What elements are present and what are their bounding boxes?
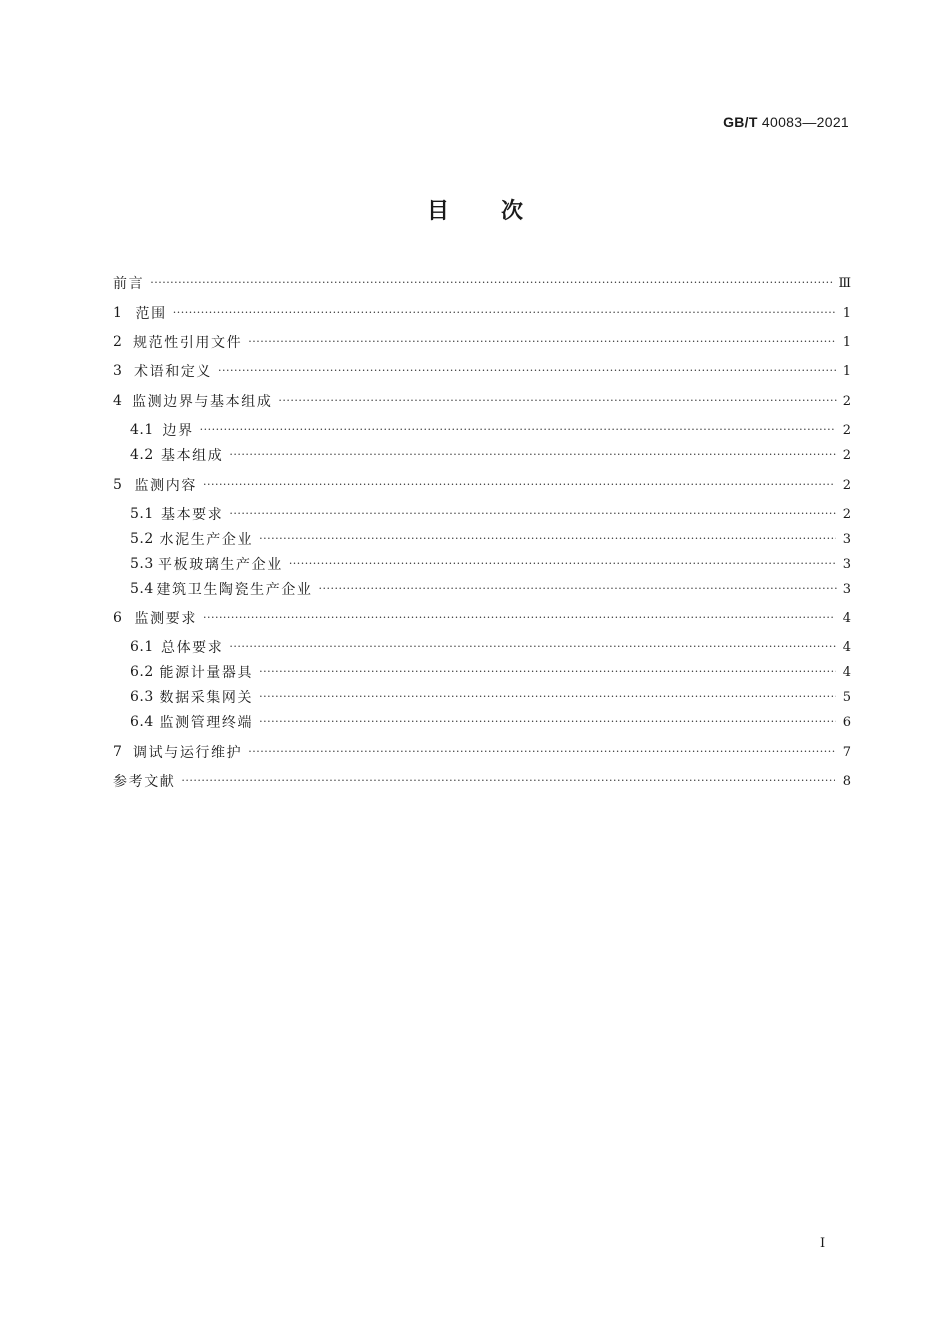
dot-leader: [229, 503, 835, 525]
toc-entry-1[interactable]: [113, 302, 851, 324]
toc-entry-page: 2: [842, 422, 851, 438]
toc-entry-label: 监测内容: [134, 478, 197, 494]
toc-entry-label: 术语和定义: [134, 364, 213, 380]
toc-entry-6-3[interactable]: [113, 686, 851, 708]
toc-entry-page: 3: [842, 581, 851, 597]
toc-entry-number: 5.4: [130, 581, 154, 597]
toc-entry-number: 6: [113, 610, 123, 626]
dot-leader: [229, 444, 835, 466]
toc-entry-label: 调试与运行维护: [133, 745, 243, 761]
dot-leader: [203, 607, 835, 629]
dot-leader: [203, 474, 835, 496]
toc-entry-label: 平板玻璃生产企业: [158, 557, 283, 573]
toc-entry-number: 4.2: [130, 447, 154, 463]
toc-entry-label: 范围: [135, 306, 167, 322]
toc-entry-page: 3: [842, 556, 851, 572]
toc-entry-page: 2: [842, 393, 851, 409]
toc-entry-page: 1: [842, 334, 851, 350]
toc-entry-label: 前言: [113, 276, 145, 292]
toc-entry-label: 监测要求: [134, 611, 197, 627]
dot-leader: [259, 661, 836, 683]
toc-entry-5[interactable]: [113, 474, 851, 496]
toc-entry-label: 建筑卫生陶瓷生产企业: [156, 582, 313, 598]
toc-entry-6-1[interactable]: [113, 636, 851, 658]
toc-entry-label: 边界: [162, 423, 194, 439]
standard-number: 40083—2021: [761, 114, 849, 130]
toc-entry-4-2[interactable]: [113, 444, 851, 466]
dot-leader: [173, 302, 835, 324]
toc-entry-label: 能源计量器具: [159, 665, 254, 681]
toc-entry-number: 6.2: [130, 664, 154, 680]
toc-entry-number: 2: [113, 334, 123, 350]
toc-entry-5-4[interactable]: [113, 578, 851, 600]
toc-entry-page: 2: [842, 506, 851, 522]
toc-entry-page: 1: [842, 363, 851, 379]
toc-entry-4[interactable]: [113, 390, 851, 412]
toc-entry-page: 2: [842, 447, 851, 463]
toc-entry-number: 1: [113, 305, 123, 321]
dot-leader: [150, 272, 834, 294]
toc-entry-page: 5: [842, 689, 852, 705]
toc-entry-number: 4: [113, 393, 123, 409]
toc-entry-label: 总体要求: [160, 640, 224, 656]
toc-entry-page: 4: [842, 664, 852, 680]
standard-code: [723, 114, 849, 130]
dot-leader: [259, 528, 836, 550]
dot-leader: [319, 578, 838, 600]
toc-entry-6[interactable]: [113, 607, 851, 629]
dot-leader: [259, 686, 836, 708]
toc-entry-label: 监测管理终端: [159, 715, 254, 731]
toc-entry-5-1[interactable]: [113, 503, 851, 525]
toc-entry-label: 基本组成: [160, 448, 224, 464]
toc-entry-number: 6.4: [130, 714, 154, 730]
toc-entry-number: 5.2: [130, 531, 154, 547]
toc-entry-number: 5: [113, 477, 123, 493]
toc-entry-foreword[interactable]: [113, 272, 851, 294]
dot-leader: [259, 711, 836, 733]
toc-entry-page: 6: [842, 714, 852, 730]
page-title: 目次: [426, 199, 575, 224]
toc-entry-number: 5.3: [130, 556, 154, 572]
toc-entry-label: 参考文献: [113, 774, 176, 790]
toc-entry-6-4[interactable]: [113, 711, 851, 733]
dot-leader: [248, 741, 836, 763]
dot-leader: [218, 360, 836, 382]
toc-entry-5-2[interactable]: [113, 528, 851, 550]
dot-leader: [278, 390, 836, 412]
toc-entry-page: 2: [842, 477, 851, 493]
toc-entry-label: 数据采集网关: [159, 690, 254, 706]
toc-entry-number: 5.1: [130, 506, 154, 522]
toc-entry-number: 3: [113, 363, 123, 379]
toc-entry-page: 3: [842, 531, 852, 547]
dot-leader: [289, 553, 837, 575]
toc-entry-page: 1: [842, 305, 851, 321]
dot-leader: [200, 419, 836, 441]
toc-entry-page: 8: [842, 773, 851, 789]
toc-entry-page: 7: [842, 744, 851, 760]
page-number: I: [820, 1236, 826, 1251]
toc-entry-4-1[interactable]: [113, 419, 851, 441]
standard-prefix: GB/T: [723, 114, 758, 130]
dot-leader: [229, 636, 835, 658]
toc-entry-number: 6.3: [130, 689, 154, 705]
toc-entry-7[interactable]: [113, 741, 851, 763]
toc-entry-label: 水泥生产企业: [159, 532, 254, 548]
toc-entry-page: Ⅲ: [838, 275, 851, 291]
toc-entry-label: 规范性引用文件: [133, 335, 243, 351]
toc-entry-5-3[interactable]: [113, 553, 851, 575]
toc-entry-2[interactable]: [113, 331, 851, 353]
dot-leader: [181, 770, 835, 792]
toc-entry-page: 4: [842, 639, 851, 655]
toc-entry-3[interactable]: [113, 360, 851, 382]
toc-entry-label: 监测边界与基本组成: [132, 394, 273, 410]
toc-entry-page: 4: [842, 610, 851, 626]
toc-entry-bibliography[interactable]: [113, 770, 851, 792]
toc-entry-label: 基本要求: [160, 507, 224, 523]
toc-entry-number: 7: [113, 744, 123, 760]
toc-entry-number: 6.1: [130, 639, 154, 655]
toc-entry-6-2[interactable]: [113, 661, 851, 683]
dot-leader: [248, 331, 836, 353]
toc-entry-number: 4.1: [130, 422, 154, 438]
